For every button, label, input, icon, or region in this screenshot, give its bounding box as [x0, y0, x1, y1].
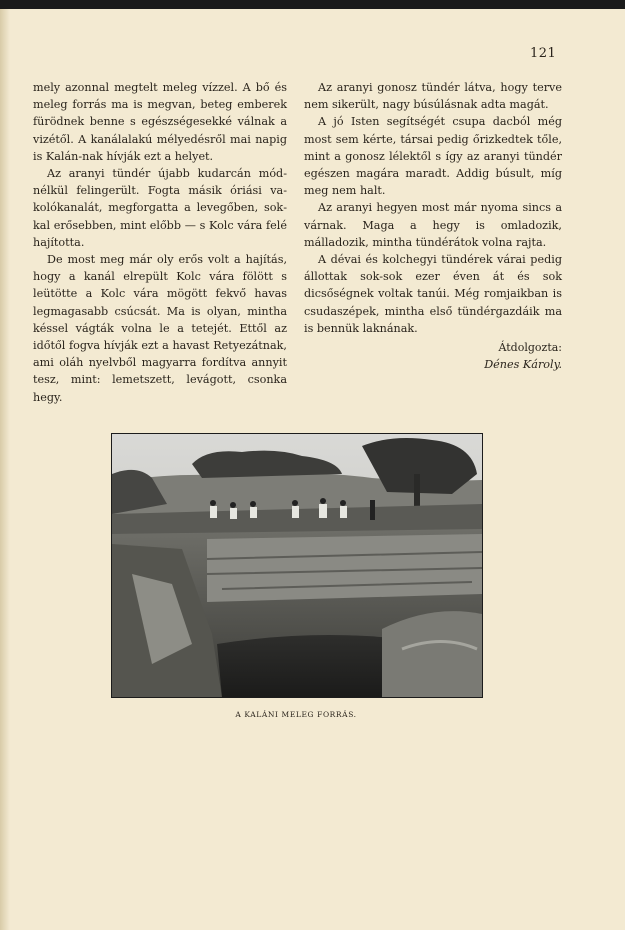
photo-caption: A KALÁNI MELEG FORRÁS. [235, 710, 357, 719]
left-paragraph-3: De most meg már oly erős volt a hajítás, hogy a kanál elrepült Kolc vára fölött s leütötte a Kolc vára mögött fekvő havas legmagasabb csúcsát. Ma is olyan, mintha késsel vágták volna le a tetejét. Ettől az időtől fogva hívják ezt a havast Retyezátnak, ami oláh nyelvből magyarra fordítva annyit tesz, mint: lemetszett, levágott, csonka hegy. [33, 253, 287, 404]
photo-illustration [112, 434, 482, 697]
right-paragraph-4: A dévai és kolchegyi tündérek várai pedig állottak sok-sok ezer éven át és sok dicsőségnek voltak tanúi. Még romjaikban is csudaszépek, mintha első tündérgazdáik ma is bennük laknának. [304, 253, 562, 335]
right-paragraph-1: Az aranyi gonosz tündér látva, hogy terve nem sikerült, nagy búsúlásnak adta magát. [304, 81, 562, 112]
right-paragraph-3: Az aranyi hegyen most már nyoma sincs a várnak. Maga a hegy is omladozik, málladozik, mintha tündérátok volna rajta. [304, 201, 562, 249]
page-number: 121 [530, 46, 557, 61]
top-border [0, 0, 625, 9]
left-column [33, 79, 287, 406]
signature-name: Dénes Károly. [484, 358, 562, 372]
right-column [304, 79, 562, 373]
right-paragraph-2: A jó Isten segítségét csupa dacból még most sem kérte, társai pedig őrizkedtek tőle, mint a gonosz lélektől s így az aranyi tündér egészen magára maradt. Addig búsult, míg meg nem halt. [304, 115, 562, 198]
signature-label: Átdolgozta: [498, 341, 562, 355]
page-edge-shadow [0, 9, 10, 930]
photograph-kalan-spring [111, 433, 483, 698]
left-paragraph-1: mely azonnal megtelt meleg vízzel. A bő és meleg forrás ma is megvan, beteg emberek fürödnek benne s egészségesekké válnak a vizétől. A kanálalakú mélyedésről mai napig is Kalán-nak hívják ezt a helyet. [33, 81, 287, 163]
left-paragraph-2: Az aranyi tündér újabb kudarcán módnélkül felingerült. Fogta másik óriási vakolókanalát, megforgatta a levegőben, sokkal erősebben, mint előbb — s Kolc vára felé hajította. [33, 167, 287, 249]
